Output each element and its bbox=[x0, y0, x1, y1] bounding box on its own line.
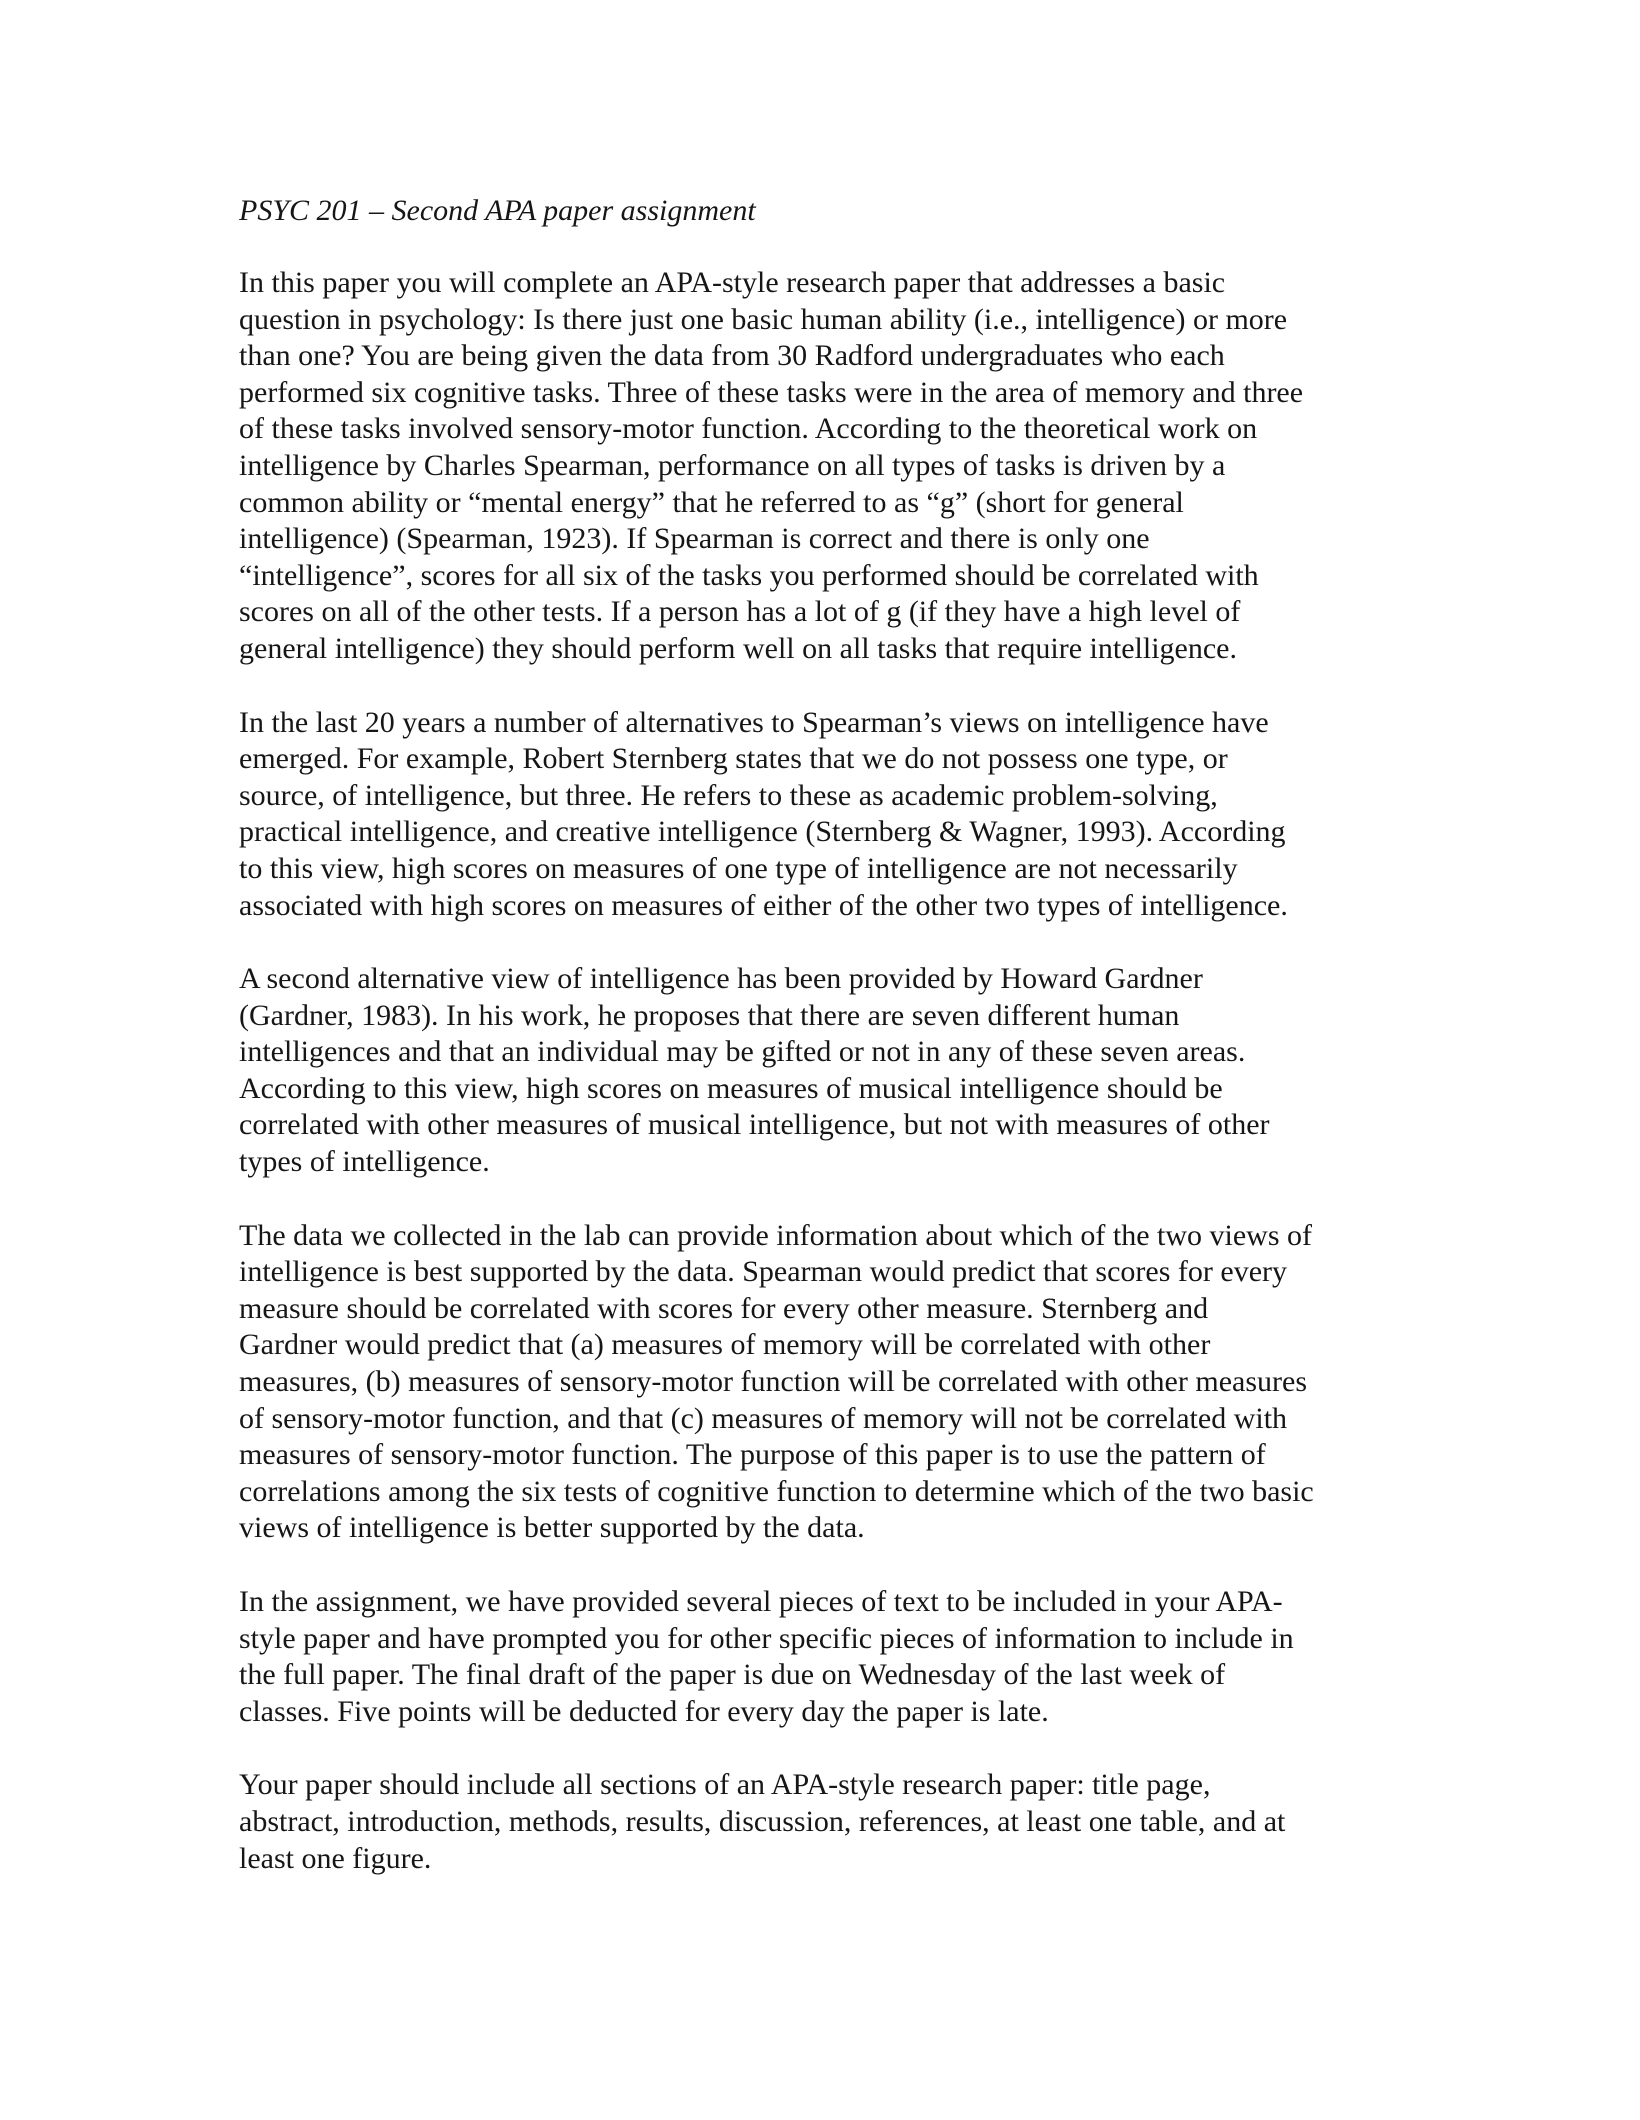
text-line: intelligence is best supported by the data. Spearman would predict that scores for every bbox=[239, 1255, 1288, 1289]
text-line: abstract, introduction, methods, results, discussion, references, at least one table, and at bbox=[239, 1804, 1286, 1838]
text-line: (Gardner, 1983). In his work, he proposes that there are seven different human bbox=[239, 998, 1180, 1032]
text-line: Gardner would predict that (a) measures of memory will be correlated with other bbox=[239, 1328, 1211, 1362]
paragraph-gardner bbox=[239, 961, 1424, 1181]
text-line: of these tasks involved sensory-motor function. According to the theoretical work on bbox=[239, 412, 1258, 446]
paragraph-required-sections bbox=[239, 1767, 1424, 1877]
text-line: Your paper should include all sections of an APA-style research paper: title page, bbox=[239, 1768, 1211, 1802]
document-title: PSYC 201 – Second APA paper assignment bbox=[239, 194, 756, 227]
text-line: views of intelligence is better supported by the data. bbox=[239, 1511, 865, 1545]
paragraph-assignment-deadline bbox=[239, 1584, 1424, 1730]
text-line: the full paper. The final draft of the paper is due on Wednesday of the last week of bbox=[239, 1658, 1226, 1692]
paragraph-sternberg bbox=[239, 705, 1424, 925]
text-line: style paper and have prompted you for other specific pieces of information to include in bbox=[239, 1621, 1294, 1655]
document-body bbox=[239, 192, 1424, 1914]
text-line: source, of intelligence, but three. He refers to these as academic problem-solving, bbox=[239, 778, 1218, 812]
text-line: types of intelligence. bbox=[239, 1145, 490, 1179]
text-line: correlated with other measures of musical intelligence, but not with measures of other bbox=[239, 1108, 1270, 1142]
text-line: common ability or “mental energy” that he referred to as “g” (short for general bbox=[239, 485, 1184, 519]
text-line: In the last 20 years a number of alternatives to Spearman’s views on intelligence have bbox=[239, 705, 1269, 739]
text-line: intelligence by Charles Spearman, performance on all types of tasks is driven by a bbox=[239, 448, 1226, 482]
text-line: of sensory-motor function, and that (c) measures of memory will not be correlated with bbox=[239, 1401, 1288, 1435]
text-line: than one? You are being given the data from 30 Radford undergraduates who each bbox=[239, 339, 1225, 373]
paragraph-intro bbox=[239, 265, 1424, 668]
text-line: emerged. For example, Robert Sternberg states that we do not possess one type, or bbox=[239, 742, 1228, 776]
text-line: practical intelligence, and creative intelligence (Sternberg & Wagner, 1993). According bbox=[239, 815, 1286, 849]
text-line: classes. Five points will be deducted for every day the paper is late. bbox=[239, 1694, 1049, 1728]
text-line: least one figure. bbox=[239, 1841, 432, 1875]
text-line: question in psychology: Is there just one basic human ability (i.e., intelligence) or more bbox=[239, 302, 1288, 336]
paragraph-data-predictions bbox=[239, 1218, 1424, 1547]
text-line: measure should be correlated with scores for every other measure. Sternberg and bbox=[239, 1291, 1209, 1325]
text-line: associated with high scores on measures of either of the other two types of intelligence. bbox=[239, 888, 1288, 922]
text-line: “intelligence”, scores for all six of the tasks you performed should be correlated with bbox=[239, 558, 1259, 592]
text-line: measures of sensory-motor function. The purpose of this paper is to use the pattern of bbox=[239, 1438, 1266, 1472]
text-line: correlations among the six tests of cognitive function to determine which of the two basic bbox=[239, 1474, 1314, 1508]
text-line: intelligence) (Spearman, 1923). If Spearman is correct and there is only one bbox=[239, 522, 1150, 556]
text-line: measures, (b) measures of sensory-motor function will be correlated with other measures bbox=[239, 1365, 1307, 1399]
text-line: In this paper you will complete an APA-style research paper that addresses a basic bbox=[239, 266, 1226, 299]
text-line: scores on all of the other tests. If a person has a lot of g (if they have a high level of bbox=[239, 595, 1241, 629]
text-line: In the assignment, we have provided several pieces of text to be included in your APA- bbox=[239, 1585, 1283, 1618]
text-line: A second alternative view of intelligence has been provided by Howard Gardner bbox=[239, 962, 1203, 996]
text-line: The data we collected in the lab can provide information about which of the two views of bbox=[239, 1218, 1312, 1252]
text-line: intelligences and that an individual may be gifted or not in any of these seven areas. bbox=[239, 1035, 1246, 1069]
text-line: to this view, high scores on measures of one type of intelligence are not necessarily bbox=[239, 851, 1238, 885]
text-line: performed six cognitive tasks. Three of these tasks were in the area of memory and three bbox=[239, 375, 1304, 409]
text-line: general intelligence) they should perform well on all tasks that require intelligence. bbox=[239, 631, 1237, 665]
text-line: According to this view, high scores on measures of musical intelligence should be bbox=[239, 1071, 1223, 1105]
